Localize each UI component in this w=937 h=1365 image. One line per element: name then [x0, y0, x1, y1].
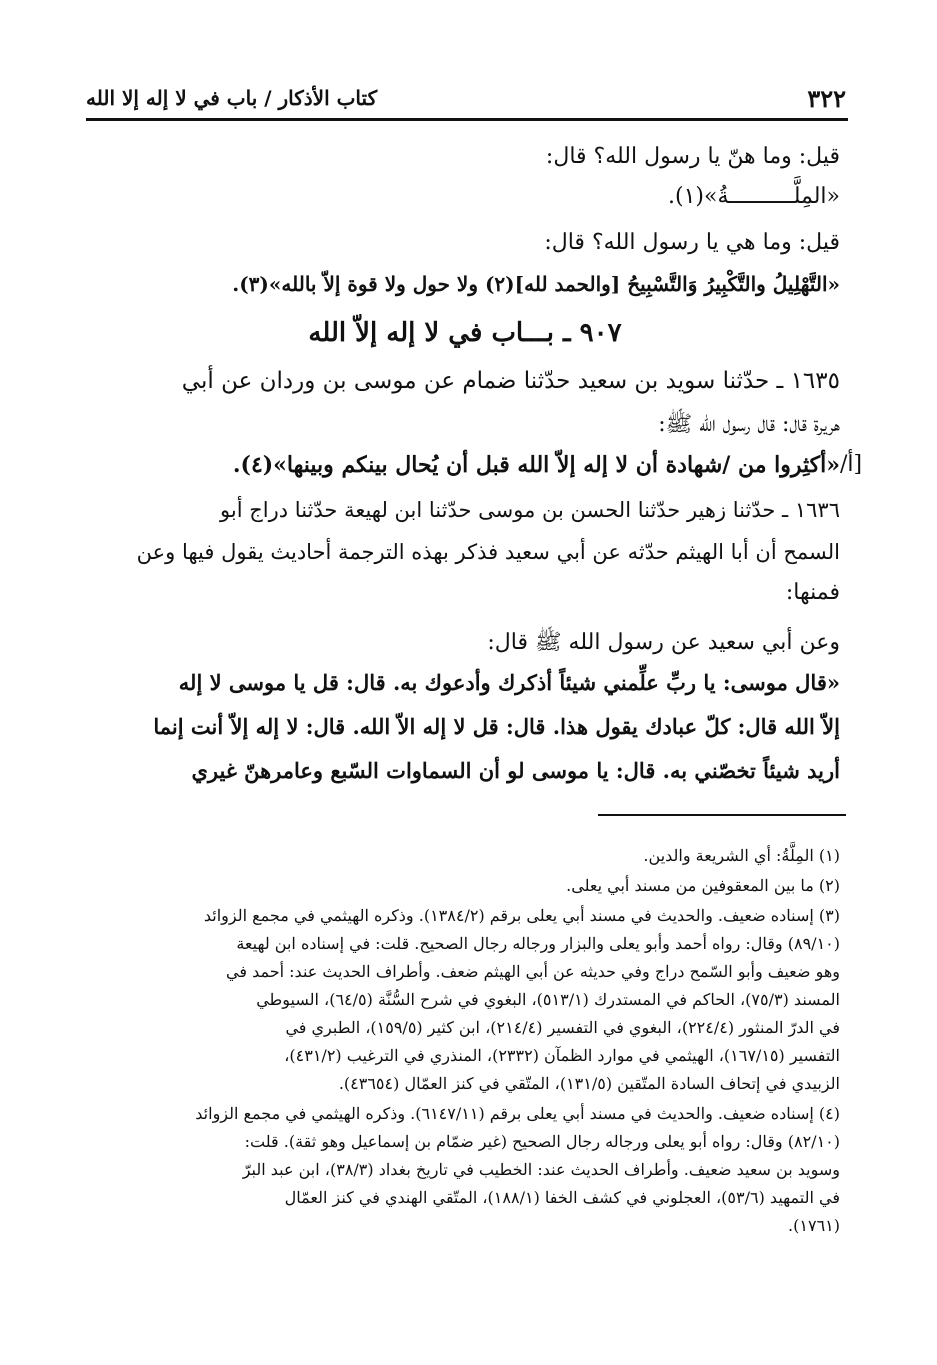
text-line: قيل: وما هي يا رسول الله؟ قال:: [544, 230, 840, 255]
footnote-line: (٣) إسناده ضعيف. والحديث في مسند أبي يعلى برقم (١٣٨٤/٢). وذكره الهيثمي في مجمع الزوائد: [203, 906, 840, 925]
running-title: كتاب الأذكار / باب في لا إله إلا الله: [86, 86, 378, 110]
footnote-line: في الدرّ المنثور (٢٢٤/٤)، البغوي في التفسير (٢١٤/٤)، ابن كثير (١٥٩/٥)، الطبري في: [285, 1018, 840, 1037]
footnote-line: (٨٢/١٠) وقال: رواه أبو يعلى ورجاله رجال الصحيح (غير ضمّام بن إسماعيل وهو ثقة). قلت:: [244, 1132, 840, 1151]
chapter-heading: ٩٠٧ ـ بـــاب في لا إله إلاّ الله: [308, 318, 622, 348]
text-line: «المِلَّــــــــــةُ»(١).: [668, 184, 840, 209]
footnote-line: (٨٩/١٠) وقال: رواه أحمد وأبو يعلى والبزار ورجاله رجال الصحيح. قلت: في إسناده ابن لهيعة: [236, 934, 840, 953]
text-line: «قال موسى: يا ربِّ علِّمني شيئاً أذكرك وأدعوك به. قال: قل يا موسى لا إله: [178, 670, 840, 695]
header-rule: [86, 118, 848, 121]
text-line: «أكثِروا من /شهادة أن لا إله إلاّ الله قبل أن يُحال بينكم وبينها»(٤).: [232, 452, 840, 478]
footnote-line: (٢) ما بين المعقوفين من مسند أبي يعلى.: [566, 876, 840, 895]
footnote-line: الزبيدي في إتحاف السادة المتّقين (١٣١/٥)، المتّقي في كنز العمّال (٤٣٦٥٤).: [338, 1074, 840, 1093]
page-number: ٣٢٢: [807, 84, 846, 113]
text-line: فمنها:: [785, 580, 840, 605]
footnote-line: (١٧٦١).: [788, 1216, 840, 1235]
footnote-line: وسويد بن سعيد ضعيف. وأطراف الحديث عند: الخطيب في تاريخ بغداد (٣٨/٣)، ابن عبد البرّ: [242, 1160, 840, 1179]
text-line: هريرة قال: قال رسول الله ﷺ:: [658, 412, 840, 437]
footnote-rule: [598, 814, 846, 816]
text-line: السمح أن أبا الهيثم حدّثه عن أبي سعيد فذكر بهذه الترجمة أحاديث يقول فيها وعن: [136, 540, 840, 564]
footnote-line: (٤) إسناده ضعيف. والحديث في مسند أبي يعلى برقم (٦١٤٧/١١). وذكره الهيثمي في مجمع الزوائد: [195, 1104, 840, 1123]
text-line: إلاّ الله قال: كلّ عبادك يقول هذا. قال: قل لا إله الاّ الله. قال: لا إله إلاّ أنت إنما: [153, 714, 840, 739]
page-header: [86, 80, 846, 114]
footnote-line: في التمهيد (٥٣/٦)، العجلوني في كشف الخفا (١٨٨/١)، المتّقي الهندي في كنز العمّال: [284, 1188, 840, 1207]
text-line: ١٦٣٦ ـ حدّثنا زهير حدّثنا الحسن بن موسى حدّثنا ابن لهيعة حدّثنا دراج أبو: [220, 498, 840, 522]
footnote-line: التفسير (١٦٧/١٥)، الهيثمي في موارد الظمآن (٢٣٣٢)، المنذري في الترغيب (٤٣١/٢)،: [284, 1046, 840, 1065]
footnote-line: (١) المِلَّةُ: أي الشريعة والدين.: [643, 846, 840, 865]
footnote-line: وهو ضعيف وأبو السّمح دراج وفي حديثه عن أبي الهيثم ضعف. وأطراف الحديث عند: أحمد في: [226, 962, 840, 981]
text-line: أريد شيئاً تخصّني به. قال: يا موسى لو أن السماوات السّبع وعامرهنّ غيري: [191, 758, 840, 783]
text-line: وعن أبي سعيد عن رسول الله ﷺ قال:: [487, 630, 840, 655]
text-line: قيل: وما هنّ يا رسول الله؟ قال:: [545, 144, 840, 169]
text-line: «التَّهْلِيلُ والتَّكْبِيرُ وَالتَّسْبِيحُ [والحمد لله](٢) ولا حول ولا قوة إلاّ بالله»(٣).: [232, 272, 840, 296]
margin-marker: /أ]: [840, 452, 863, 477]
footnote-line: المسند (٧٥/٣)، الحاكم في المستدرك (٥١٣/١)، البغوي في شرح السُّنَّة (٦٤/٥)، السيوطي: [256, 990, 840, 1009]
text-line: ١٦٣٥ ـ حدّثنا سويد بن سعيد حدّثنا ضمام عن موسى بن وردان عن أبي: [181, 368, 840, 394]
